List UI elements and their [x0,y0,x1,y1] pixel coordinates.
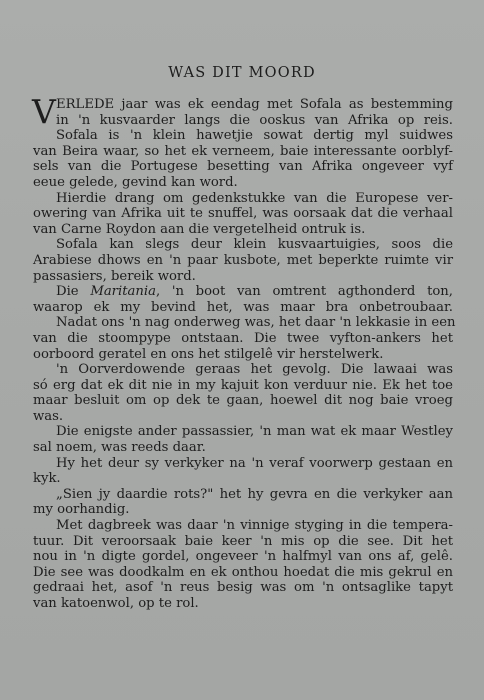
text-line: van die stoompype ontstaan. Die twee vyfton-ankers het [33,330,453,346]
text-line: Hy het deur sy verkyker na 'n veraf voorwerp gestaan en [56,455,453,471]
text-line: 'n Oorverdowende geraas het gevolg. Die lawaai was [56,362,453,378]
text-line: Nadat ons 'n nag onderweg was, het daar 'n lekkasie in een [56,315,456,331]
text-line: van Carne Roydon aan die vergetelheid ontruk is. [33,221,366,237]
text-line: Arabiese dhows en 'n paar kusbote, met beperkte ruimte vir [33,252,453,268]
text-line: V ERLEDE jaar was ek eendag met Sofala as bestemming [32,92,453,131]
text-line: só erg dat ek dit nie in my kajuit kon verduur nie. Ek het toe [33,377,453,393]
ship-name: Maritania [90,284,156,300]
text-line: in 'n kusvaarder langs die ooskus van Afrika op reis. [56,112,453,128]
chapter-title: WAS DIT MOORD [168,65,316,81]
text-line: van Beira waar, so het ek verneem, baie interessante oorblyf- [33,143,453,159]
text-line: my oorhandig. [33,502,130,518]
text-line: Die Maritania, 'n boot van omtrent agthonderd ton, [56,284,453,300]
text-line: „Sien jy daardie rots?" het hy gevra en die verkyker aan [56,486,453,502]
text-line: sels van die Portugese besetting van Afrika ongeveer vyf [33,159,453,175]
text-line: Sofala kan slegs deur klein kusvaartuigies, soos die [56,237,453,253]
text-line: passasiers, bereik word. [33,268,196,284]
text-line: van katoenwol, op te rol. [33,596,199,611]
text-line: maar besluit om op dek te gaan, hoewel dit nog baie vroeg [33,393,453,409]
text-line: owering van Afrika uit te snuffel, was oorsaak dat die verhaal [33,206,453,222]
drop-cap: V [32,92,56,131]
text-line: eeue gelede, gevind kan word. [33,174,238,190]
text-line: Hierdie drang om gedenkstukke van die Europese ver- [56,190,453,206]
body-text [32,92,456,612]
text-line: Die see was doodkalm en ek onthou hoedat die mis gekrul en [33,564,453,580]
text-line: nou in 'n digte gordel, ongeveer 'n halfmyl van ons af, gelê. [33,549,453,565]
text-line: waarop ek my bevind het, was maar bra onbetroubaar. [33,299,453,315]
text-line: Die enigste ander passassier, 'n man wat ek maar Westley [56,424,453,440]
text-line: sal noem, was reeds daar. [33,440,206,456]
text-line: was. [33,408,64,424]
text-line: kyk. [33,471,61,487]
text-line: tuur. Dit veroorsaak baie keer 'n mis op die see. Dit het [33,533,453,549]
text-line: Sofala is 'n klein hawetjie sowat dertig myl suidwes [56,128,453,144]
text-line: oorboord geratel en ons het stilgelê vir herstelwerk. [33,346,384,362]
text-line: Met dagbreek was daar 'n vinnige styging in die tempera- [56,518,453,534]
text-line: gedraai het, asof 'n reus besig was om 'n ontsaglike tapyt [33,580,453,596]
